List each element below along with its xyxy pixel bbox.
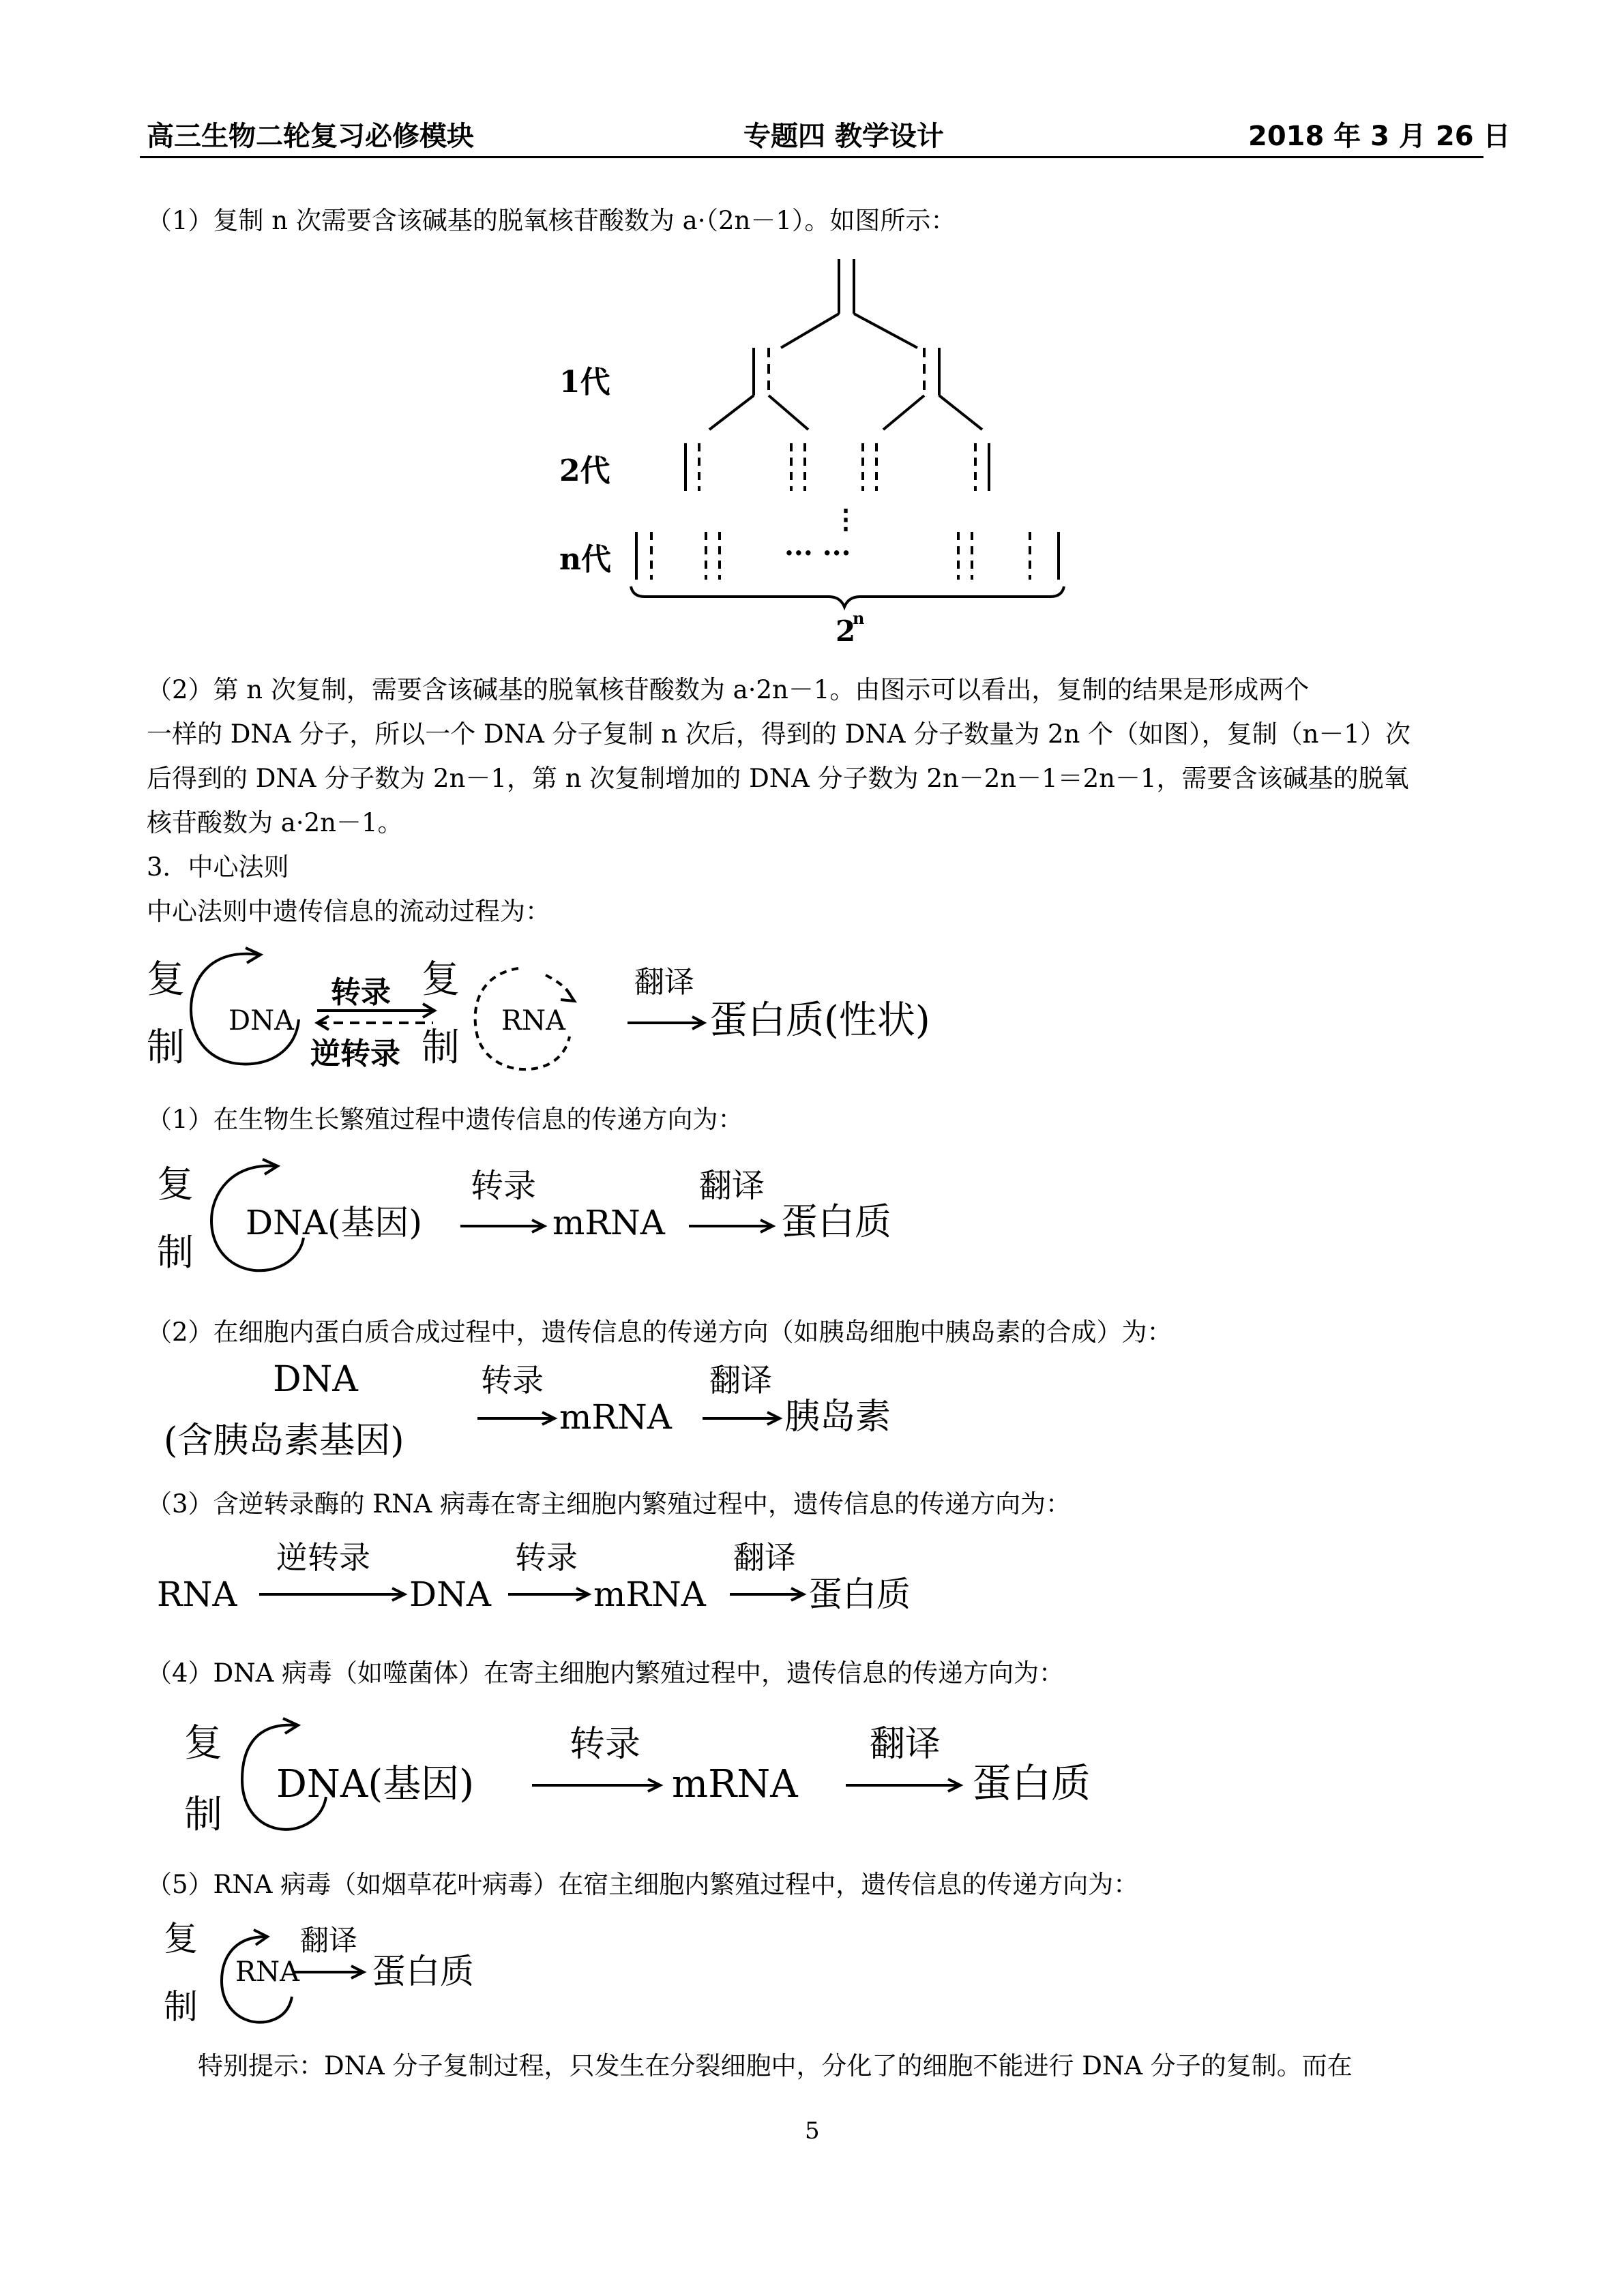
case5-text: （5）RNA 病毒（如烟草花叶病毒）在宿主细胞内繁殖过程中，遗传信息的传递方向为：	[147, 1870, 1139, 1899]
header-left: 高三生物二轮复习必修模块	[147, 121, 474, 152]
transcription-label: 转录	[515, 1539, 578, 1576]
translation-label: 翻译	[634, 965, 694, 1000]
case1-diagram	[143, 1146, 962, 1282]
case2-text: （2）在细胞内蛋白质合成过程中，遗传信息的传递方向（如胰岛细胞中胰岛素的合成）为：	[147, 1317, 1172, 1347]
rna-node: RNA	[235, 1956, 300, 1988]
dna-node: DNA	[273, 1359, 358, 1400]
page-number: 5	[805, 2117, 820, 2145]
protein-node: 蛋白质	[372, 1952, 474, 1991]
special-tip: 特别提示：DNA 分子复制过程，只发生在分裂细胞中，分化了的细胞不能进行 DNA 分子的复制。而在	[198, 2051, 1353, 2081]
transcription-label: 转录	[471, 1167, 537, 1205]
rep-bottom: 制	[184, 1793, 222, 1837]
translation-label: 翻译	[733, 1539, 796, 1576]
reverse-transcription-label: 逆转录	[310, 1037, 400, 1071]
dna-gene-node: DNA(基因)	[276, 1762, 475, 1806]
rep1-bottom: 制	[147, 1026, 185, 1070]
rep-bottom: 制	[157, 1231, 194, 1274]
header-center: 专题四 教学设计	[743, 121, 944, 152]
rep2-bottom: 制	[422, 1026, 460, 1070]
translation-label: 翻译	[709, 1362, 772, 1399]
header-right: 2018 年 3 月 26 日	[1248, 121, 1511, 152]
gene-note: (含胰岛素基因)	[164, 1420, 404, 1461]
protein-trait-node: 蛋白质(性状)	[709, 998, 930, 1043]
translation-label: 翻译	[870, 1724, 941, 1765]
transcription-label: 转录	[481, 1362, 544, 1399]
reverse-transcription-label: 逆转录	[276, 1539, 370, 1576]
para-replication-count: （1）复制 n 次需要含该碱基的脱氧核苷酸数为 a·（2n－1）。如图所示：	[147, 206, 956, 235]
rna-node: RNA	[501, 1005, 566, 1037]
section-title: 3．中心法则	[147, 852, 289, 882]
para-nth-replication-line1: （2）第 n 次复制，需要含该碱基的脱氧核苷酸数为 a·2n－1。由图示可以看出，复制的结果是形成两个	[147, 675, 1310, 704]
rep-top: 复	[184, 1721, 222, 1765]
dna-gene-node: DNA(基因)	[246, 1203, 422, 1242]
dna-node: DNA	[409, 1575, 491, 1614]
gen2-label: 2代	[559, 453, 610, 488]
gen1-label: 1代	[559, 365, 610, 400]
case1-text: （1）在生物生长繁殖过程中遗传信息的传递方向为：	[147, 1105, 743, 1134]
case4-text: （4）DNA 病毒（如噬菌体）在寄主细胞内繁殖过程中，遗传信息的传递方向为：	[147, 1658, 1065, 1688]
transcription-label: 转录	[331, 975, 391, 1010]
rep2-top: 复	[422, 957, 460, 1002]
mrna-node: mRNA	[593, 1575, 706, 1614]
case2-diagram	[157, 1357, 975, 1473]
case4-diagram	[164, 1705, 1187, 1841]
horizontal-ellipsis: ··· ···	[784, 537, 851, 569]
rep-top: 复	[164, 1919, 198, 1958]
case5-diagram	[157, 1909, 566, 2032]
vertical-ellipsis: ⋮	[832, 503, 859, 535]
mrna-node: mRNA	[559, 1397, 672, 1437]
rep-top: 复	[157, 1163, 194, 1206]
protein-node: 蛋白质	[781, 1200, 891, 1243]
replication-diagram	[546, 252, 1091, 661]
translation-label: 翻译	[699, 1167, 765, 1205]
genn-label: n代	[559, 542, 611, 577]
insulin-node: 胰岛素	[784, 1397, 891, 1437]
protein-node: 蛋白质	[972, 1760, 1091, 1806]
case3-text: （3）含逆转录酶的 RNA 病毒在寄主细胞内繁殖过程中，遗传信息的传递方向为：	[147, 1489, 1072, 1519]
mrna-node: mRNA	[672, 1762, 798, 1806]
central-dogma-diagram	[143, 934, 1030, 1091]
case3-diagram	[150, 1534, 1037, 1623]
para-nth-replication-line2: 一样的 DNA 分子，所以一个 DNA 分子复制 n 次后，得到的 DNA 分子数量为 2n 个（如图），复制（n－1）次	[147, 719, 1411, 749]
protein-node: 蛋白质	[808, 1575, 911, 1614]
header-rule	[140, 156, 1483, 158]
transcription-label: 转录	[570, 1724, 641, 1765]
dna-node: DNA	[228, 1005, 294, 1037]
brace-exponent: n	[853, 608, 865, 628]
mrna-node: mRNA	[552, 1203, 665, 1242]
section-intro: 中心法则中遗传信息的流动过程为：	[147, 897, 550, 926]
brace-base: 2	[836, 614, 856, 648]
rep-bottom: 制	[164, 1987, 198, 2027]
para-nth-replication-line3: 后得到的 DNA 分子数为 2n－1，第 n 次复制增加的 DNA 分子数为 2n－2n－1＝2n－1，需要含该碱基的脱氧	[147, 764, 1409, 793]
rep1-top: 复	[147, 957, 185, 1002]
rna-node: RNA	[157, 1575, 237, 1614]
para-nth-replication-line4: 核苷酸数为 a·2n－1。	[147, 808, 403, 837]
translation-label: 翻译	[300, 1924, 358, 1957]
